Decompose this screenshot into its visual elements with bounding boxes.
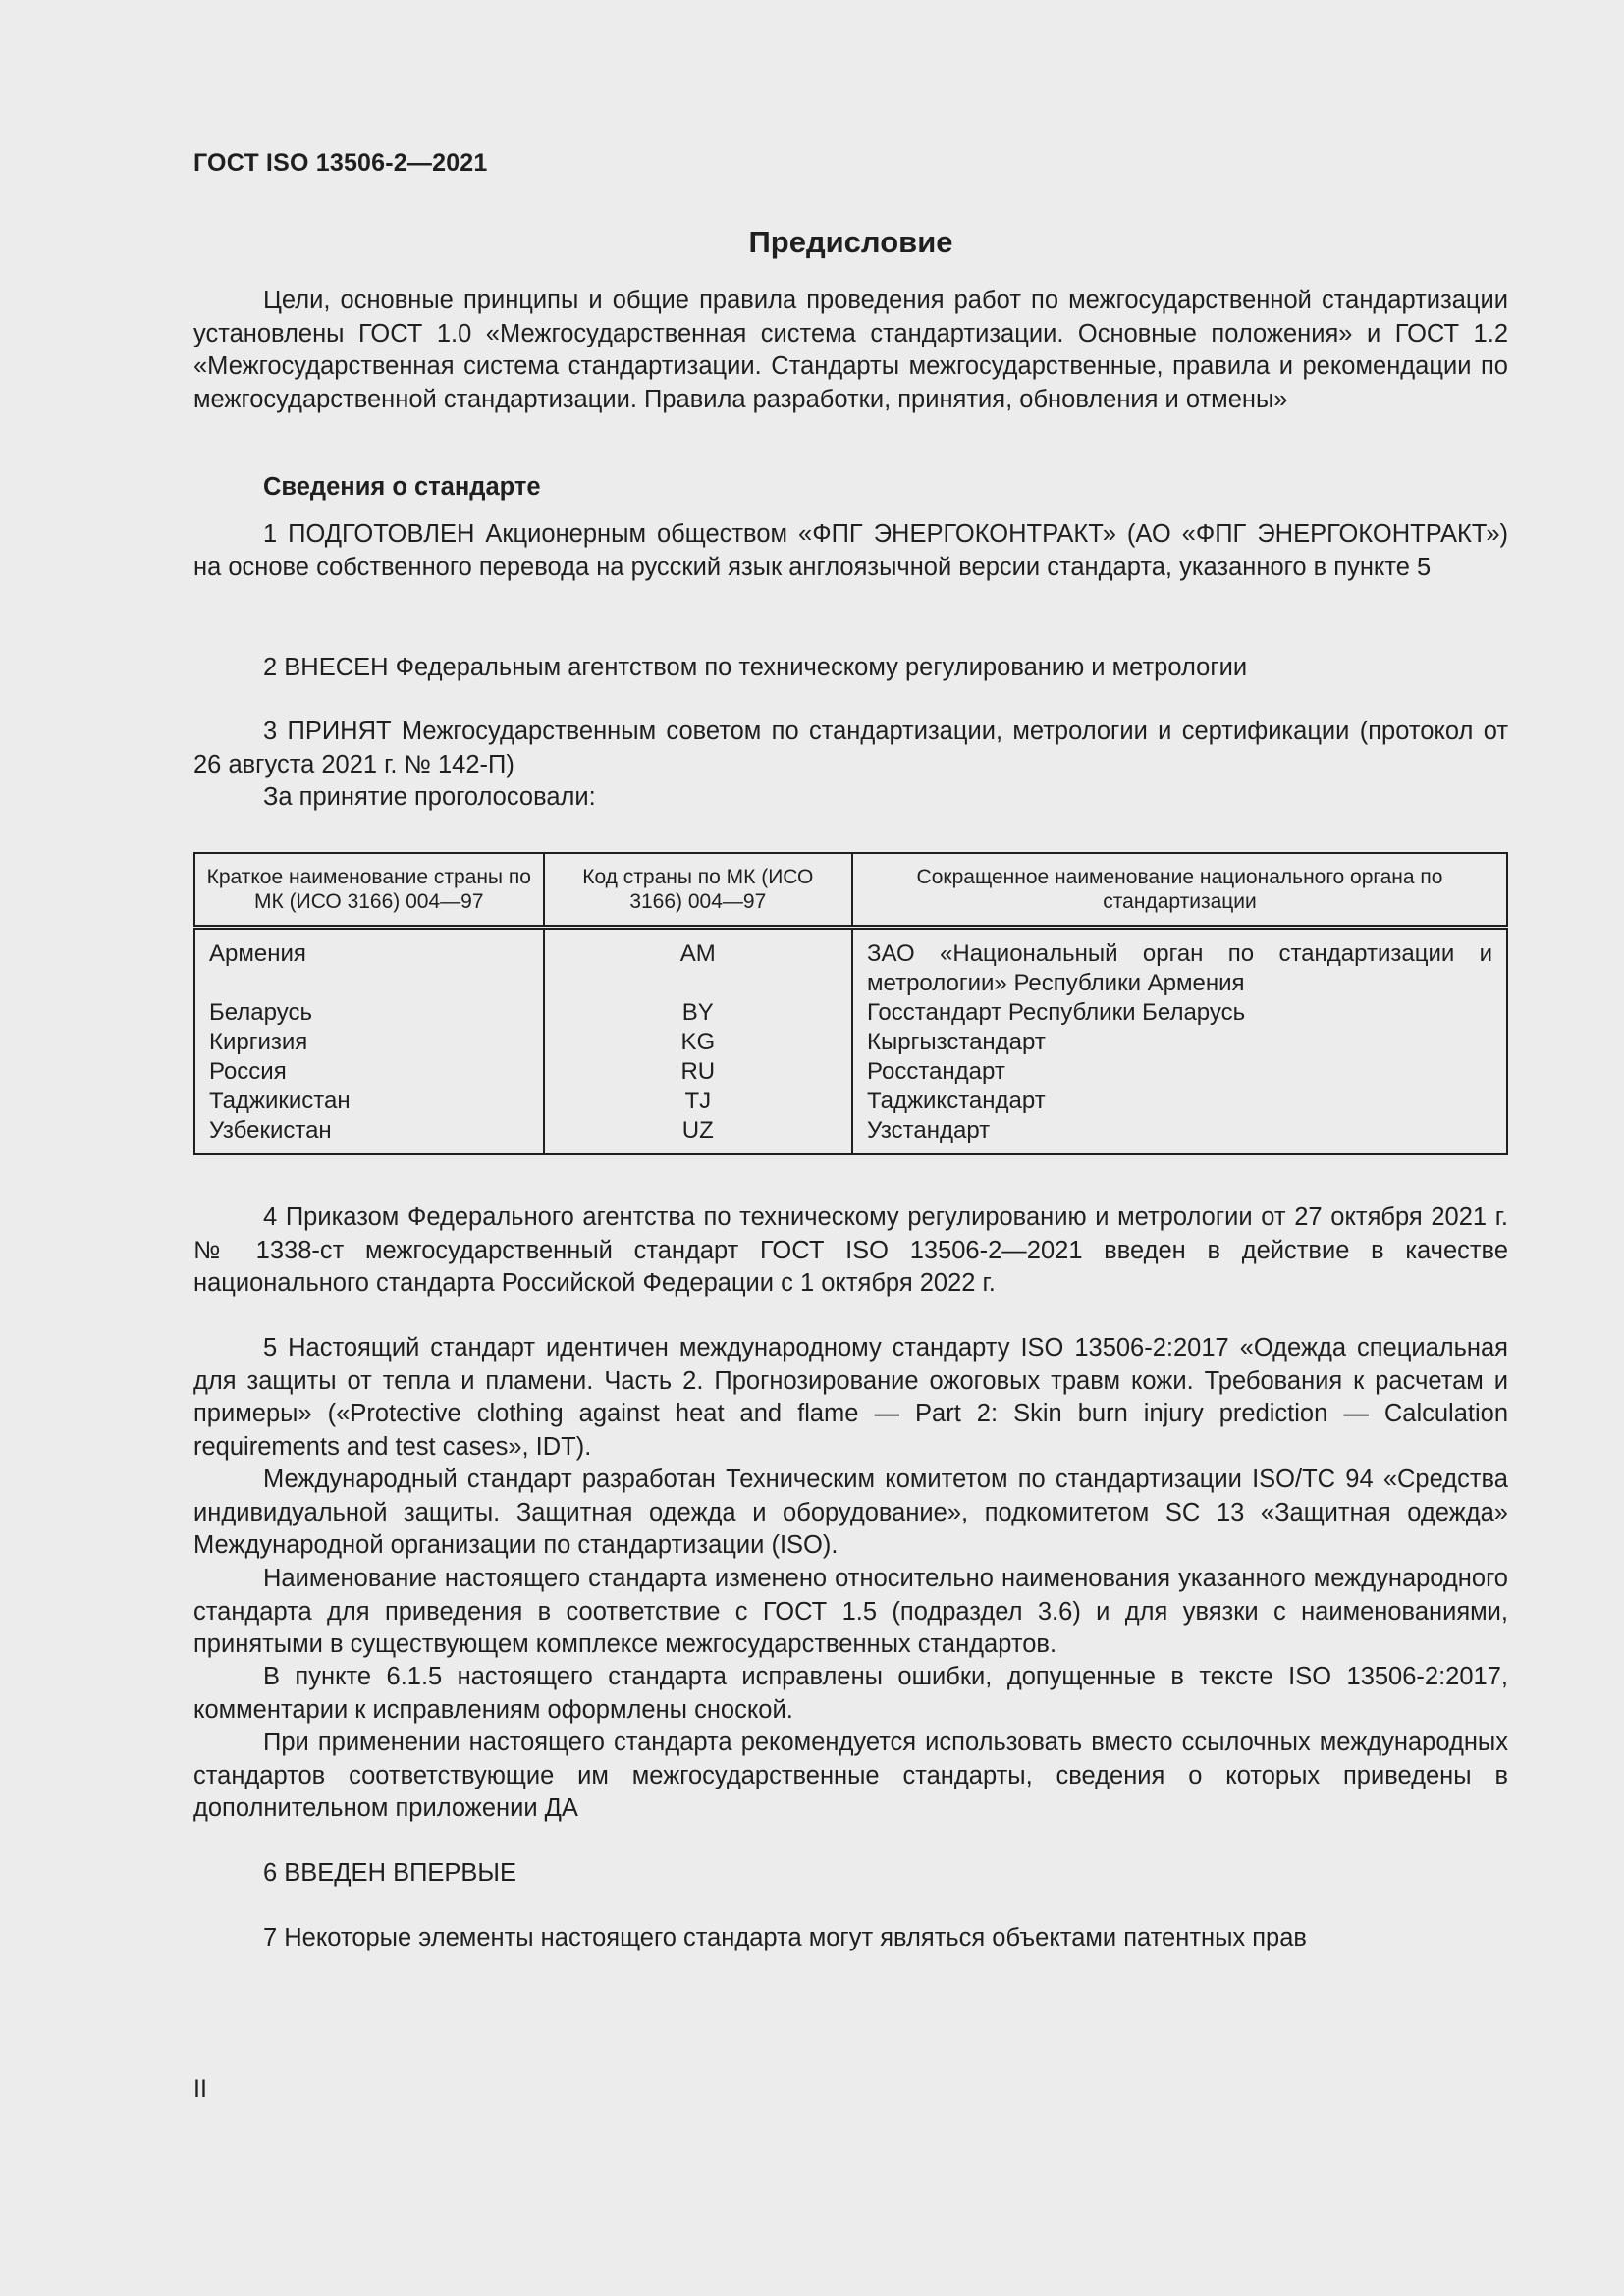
agency-cell: Узстандарт bbox=[852, 1116, 1507, 1154]
code-cell: TJ bbox=[544, 1087, 852, 1116]
table-row bbox=[194, 1057, 1507, 1087]
item-4-order: 4 Приказом Федерального агентства по техническому регулированию и метрологии от 27 октября 2021 г. № 1338-ст межгосударственный стандарт ГОСТ ISO 13506-2—2021 введен в действие в качестве национального стандарта Российской Федерации с 1 октября 2022 г. bbox=[193, 1203, 1508, 1297]
agency-cell: Росстандарт bbox=[852, 1057, 1507, 1087]
standard-info-heading: Сведения о стандарте bbox=[263, 473, 541, 501]
table-row bbox=[194, 1116, 1507, 1154]
agency-cell: Госстандарт Республики Беларусь bbox=[852, 998, 1507, 1028]
country-cell: Армения bbox=[209, 940, 306, 967]
item-7-patents: 7 Некоторые элементы настоящего стандарта могут являться объектами патентных прав bbox=[263, 1924, 1307, 1951]
table-row bbox=[194, 1087, 1507, 1116]
item-3-adopted: 3 ПРИНЯТ Межгосударственным советом по стандартизации, метрологии и сертификации (протокол от 26 августа 2021 г. № 142-П) bbox=[193, 718, 1508, 778]
code-cell: BY bbox=[544, 998, 852, 1028]
voted-label: За принятие проголосовали: bbox=[263, 783, 596, 811]
code-cell: UZ bbox=[544, 1116, 852, 1154]
table-row bbox=[194, 1028, 1507, 1057]
document-page bbox=[193, 0, 1508, 2296]
item-5-corrections: В пункте 6.1.5 настоящего стандарта исправлены ошибки, допущенные в тексте ISO 13506-2:2017, комментарии к исправлениям оформлены сноской. bbox=[193, 1663, 1508, 1724]
agency-cell: ЗАО «Национальный орган по стандартизации и метрологии» Республики Армения bbox=[852, 928, 1507, 999]
agency-cell: Таджикстандарт bbox=[852, 1087, 1507, 1116]
agency-cell: Кыргызстандарт bbox=[852, 1028, 1507, 1057]
foreword-intro: Цели, основные принципы и общие правила проведения работ по межгосударственной стандартизации установлены ГОСТ 1.0 «Межгосударственная система стандартизации. Основные положения» и ГОСТ 1.2 «Межгосударственная система стандартизации. Стандарты межгосударственные, правила и рекомендации по межгосударственной стандартизации. Правила разработки, принятия, обновления и отмены» bbox=[193, 287, 1508, 413]
item-5-name-change: Наименование настоящего стандарта изменено относительно наименования указанного международного стандарта для приведения в соответствие с ГОСТ 1.5 (подраздел 3.6) и для увязки с наименованиями, принятыми в существующем комплексе межгосударственных стандартов. bbox=[193, 1565, 1508, 1658]
item-1-prepared: 1 ПОДГОТОВЛЕН Акционерным обществом «ФПГ ЭНЕРГОКОНТРАКТ» (АО «ФПГ ЭНЕРГОКОНТРАКТ») на основе собственного перевода на русский язык англоязычной версии стандарта, указанного в пункте 5 bbox=[193, 520, 1508, 581]
country-cell: Россия bbox=[209, 1058, 287, 1085]
item-5-references: При применении настоящего стандарта рекомендуется использовать вместо ссылочных международных стандартов соответствующие им межгосударственные стандарты, сведения о которых приведены в дополнительном приложении ДА bbox=[193, 1729, 1508, 1822]
country-cell: Киргизия bbox=[209, 1029, 308, 1055]
item-5-committee: Международный стандарт разработан Техническим комитетом по стандартизации ISO/TC 94 «Средства индивидуальной защиты. Защитная одежда и оборудование», подкомитетом SC 13 «Защитная одежда» Международной организации по стандартизации (ISO). bbox=[193, 1466, 1508, 1559]
table-header-row bbox=[194, 853, 1507, 928]
country-cell: Беларусь bbox=[209, 999, 312, 1026]
code-cell: KG bbox=[544, 1028, 852, 1057]
table-row bbox=[194, 928, 1507, 999]
country-cell: Таджикистан bbox=[209, 1088, 351, 1114]
country-cell: Узбекистан bbox=[209, 1117, 332, 1144]
column-header-code: Код страны по МК (ИСО 3166) 004—97 bbox=[544, 853, 852, 928]
foreword-title: Предисловие bbox=[748, 225, 953, 259]
document-code: ГОСТ ISO 13506-2—2021 bbox=[193, 149, 488, 177]
code-cell: AM bbox=[544, 928, 852, 999]
item-2-submitted: 2 ВНЕСЕН Федеральным агентством по техническому регулированию и метрологии bbox=[263, 654, 1248, 681]
table-row bbox=[194, 998, 1507, 1028]
column-header-agency: Сокращенное наименование национального органа по стандартизации bbox=[852, 853, 1507, 928]
item-6-introduced: 6 ВВЕДЕН ВПЕРВЫЕ bbox=[263, 1859, 517, 1887]
code-cell: RU bbox=[544, 1057, 852, 1087]
voting-countries-table bbox=[193, 852, 1508, 1155]
column-header-country: Краткое наименование страны по МК (ИСО 3166) 004—97 bbox=[194, 853, 544, 928]
item-5-identical: 5 Настоящий стандарт идентичен международному стандарту ISO 13506-2:2017 «Одежда специальная для защиты от тепла и пламени. Часть 2. Прогнозирование ожоговых травм кожи. Требования к расчетам и примеры» («Protective clothing against heat and flame — Part 2: Skin burn injury prediction — Calculation requirements and test cases», IDT). bbox=[193, 1334, 1508, 1461]
page-number: II bbox=[193, 2075, 207, 2103]
